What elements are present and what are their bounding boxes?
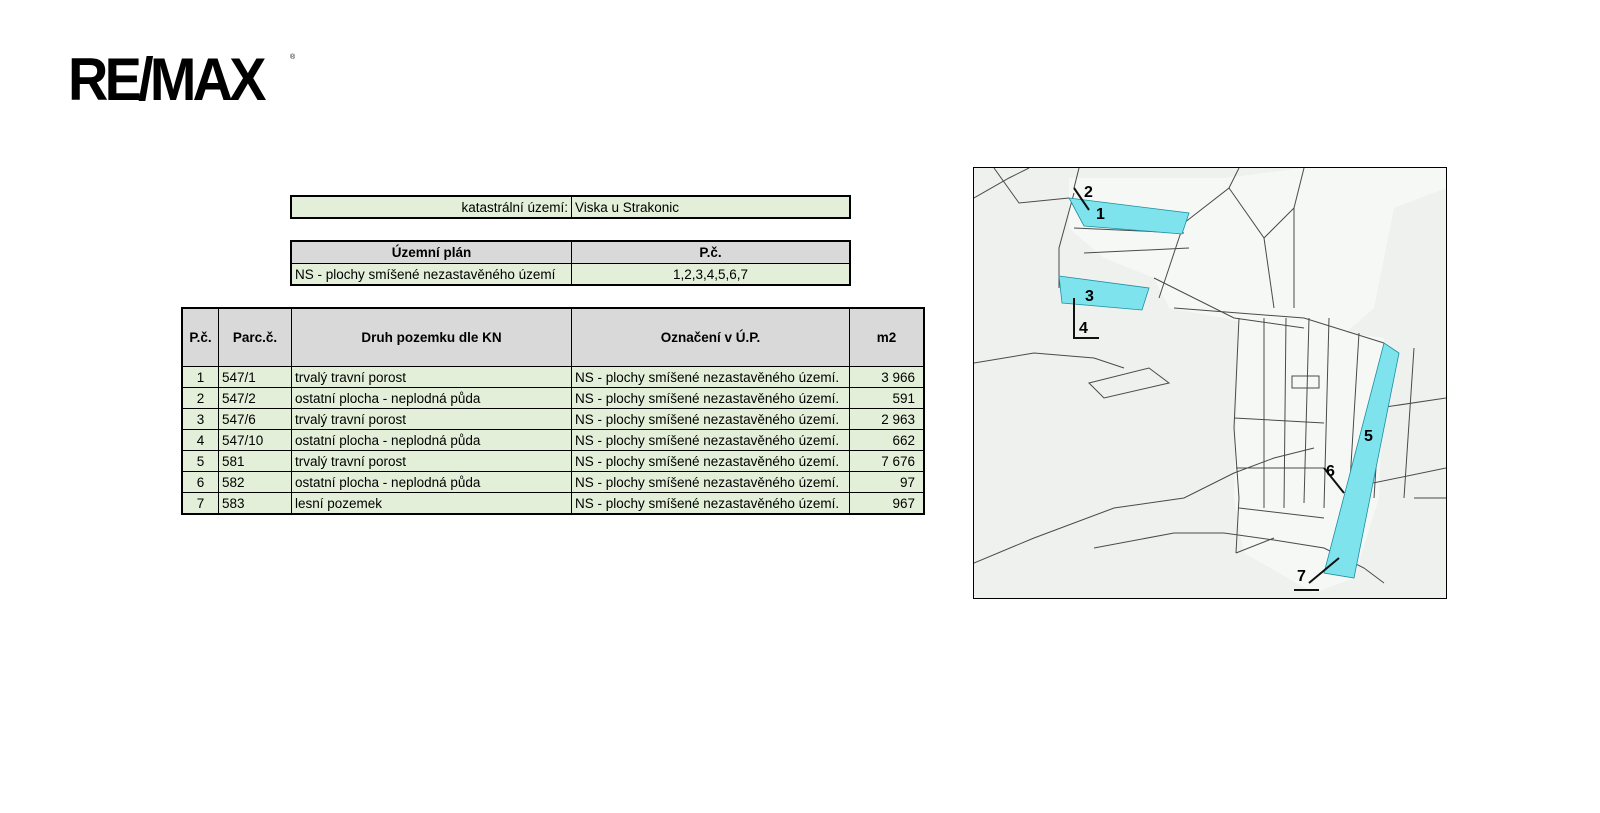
cell-land-type: ostatní plocha - neplodná půda xyxy=(292,388,572,409)
cell-zoning: NS - plochy smíšené nezastavěného území. xyxy=(572,493,850,515)
column-header: P.č. xyxy=(182,308,219,367)
cell-area: 2 963 xyxy=(850,409,925,430)
cell-land-type: ostatní plocha - neplodná půda xyxy=(292,430,572,451)
cell-zoning: NS - plochy smíšené nezastavěného území. xyxy=(572,472,850,493)
cell-parcel: 583 xyxy=(219,493,292,515)
cell-land-type: trvalý travní porost xyxy=(292,367,572,388)
parcels-table xyxy=(181,307,925,515)
column-header: Územní plán xyxy=(291,241,572,264)
map-label-6: 6 xyxy=(1326,463,1335,480)
table-row xyxy=(182,493,924,515)
column-header: Parc.č. xyxy=(219,308,292,367)
column-header: m2 xyxy=(850,308,925,367)
map-label-1: 1 xyxy=(1096,206,1105,223)
cell-pc: 7 xyxy=(182,493,219,515)
cell-parcel: 547/1 xyxy=(219,367,292,388)
cell-zoning: NS - plochy smíšené nezastavěného území. xyxy=(572,388,850,409)
table-header-row xyxy=(182,308,924,367)
cell-parcel: 582 xyxy=(219,472,292,493)
table-row xyxy=(182,472,924,493)
zoning-table xyxy=(290,240,851,286)
table-row xyxy=(182,367,924,388)
cell-area: 662 xyxy=(850,430,925,451)
parcel-3-highlight xyxy=(1059,276,1149,310)
cell-area: 7 676 xyxy=(850,451,925,472)
map-label-4: 4 xyxy=(1079,320,1088,337)
cell-area: 967 xyxy=(850,493,925,515)
logo-registered-mark: ® xyxy=(290,54,296,61)
cadastral-map xyxy=(973,167,1447,599)
column-header: Označení v Ú.P. xyxy=(572,308,850,367)
column-header: Druh pozemku dle KN xyxy=(292,308,572,367)
column-header: P.č. xyxy=(572,241,851,264)
map-drawing xyxy=(974,168,1446,598)
cell-land-type: lesní pozemek xyxy=(292,493,572,515)
cell-zoning: NS - plochy smíšené nezastavěného území. xyxy=(572,409,850,430)
cell-area: 3 966 xyxy=(850,367,925,388)
cell-zoning: NS - plochy smíšené nezastavěného území. xyxy=(572,367,850,388)
cell-pc: 4 xyxy=(182,430,219,451)
cell-zoning: NS - plochy smíšené nezastavěného území. xyxy=(572,430,850,451)
cell-land-type: trvalý travní porost xyxy=(292,409,572,430)
map-label-2: 2 xyxy=(1084,184,1093,201)
map-label-5: 5 xyxy=(1364,428,1373,445)
cadastral-label: katastrální území: xyxy=(291,196,572,218)
table-row xyxy=(182,430,924,451)
cadastral-value: Viska u Strakonic xyxy=(572,196,851,218)
map-label-3: 3 xyxy=(1085,288,1094,305)
table-row xyxy=(291,264,850,286)
logo-text: RE/MAX xyxy=(68,46,263,113)
table-row xyxy=(182,409,924,430)
cell-land-type: trvalý travní porost xyxy=(292,451,572,472)
table-row xyxy=(182,388,924,409)
cell-land-type: ostatní plocha - neplodná půda xyxy=(292,472,572,493)
cell-pc: 3 xyxy=(182,409,219,430)
cell-parcel: 547/2 xyxy=(219,388,292,409)
table-row xyxy=(182,451,924,472)
cell-pc: 6 xyxy=(182,472,219,493)
cell-area: 97 xyxy=(850,472,925,493)
table-row xyxy=(291,196,850,218)
parcel-area-light xyxy=(1069,168,1446,343)
cell-zoning: NS - plochy smíšené nezastavěného území. xyxy=(572,451,850,472)
cell-pc: 5 xyxy=(182,451,219,472)
cell-pc: 1 xyxy=(182,367,219,388)
cell-pc: 2 xyxy=(182,388,219,409)
table-header-row xyxy=(291,241,850,264)
cell-parcel: 581 xyxy=(219,451,292,472)
cell-parcel: 547/6 xyxy=(219,409,292,430)
map-label-7: 7 xyxy=(1297,568,1306,585)
remax-logo xyxy=(68,46,298,113)
cell-parcel: 547/10 xyxy=(219,430,292,451)
zoning-cell: NS - plochy smíšené nezastavěného území xyxy=(291,264,572,286)
cell-area: 591 xyxy=(850,388,925,409)
zoning-cell: 1,2,3,4,5,6,7 xyxy=(572,264,851,286)
cadastral-table xyxy=(290,195,851,219)
